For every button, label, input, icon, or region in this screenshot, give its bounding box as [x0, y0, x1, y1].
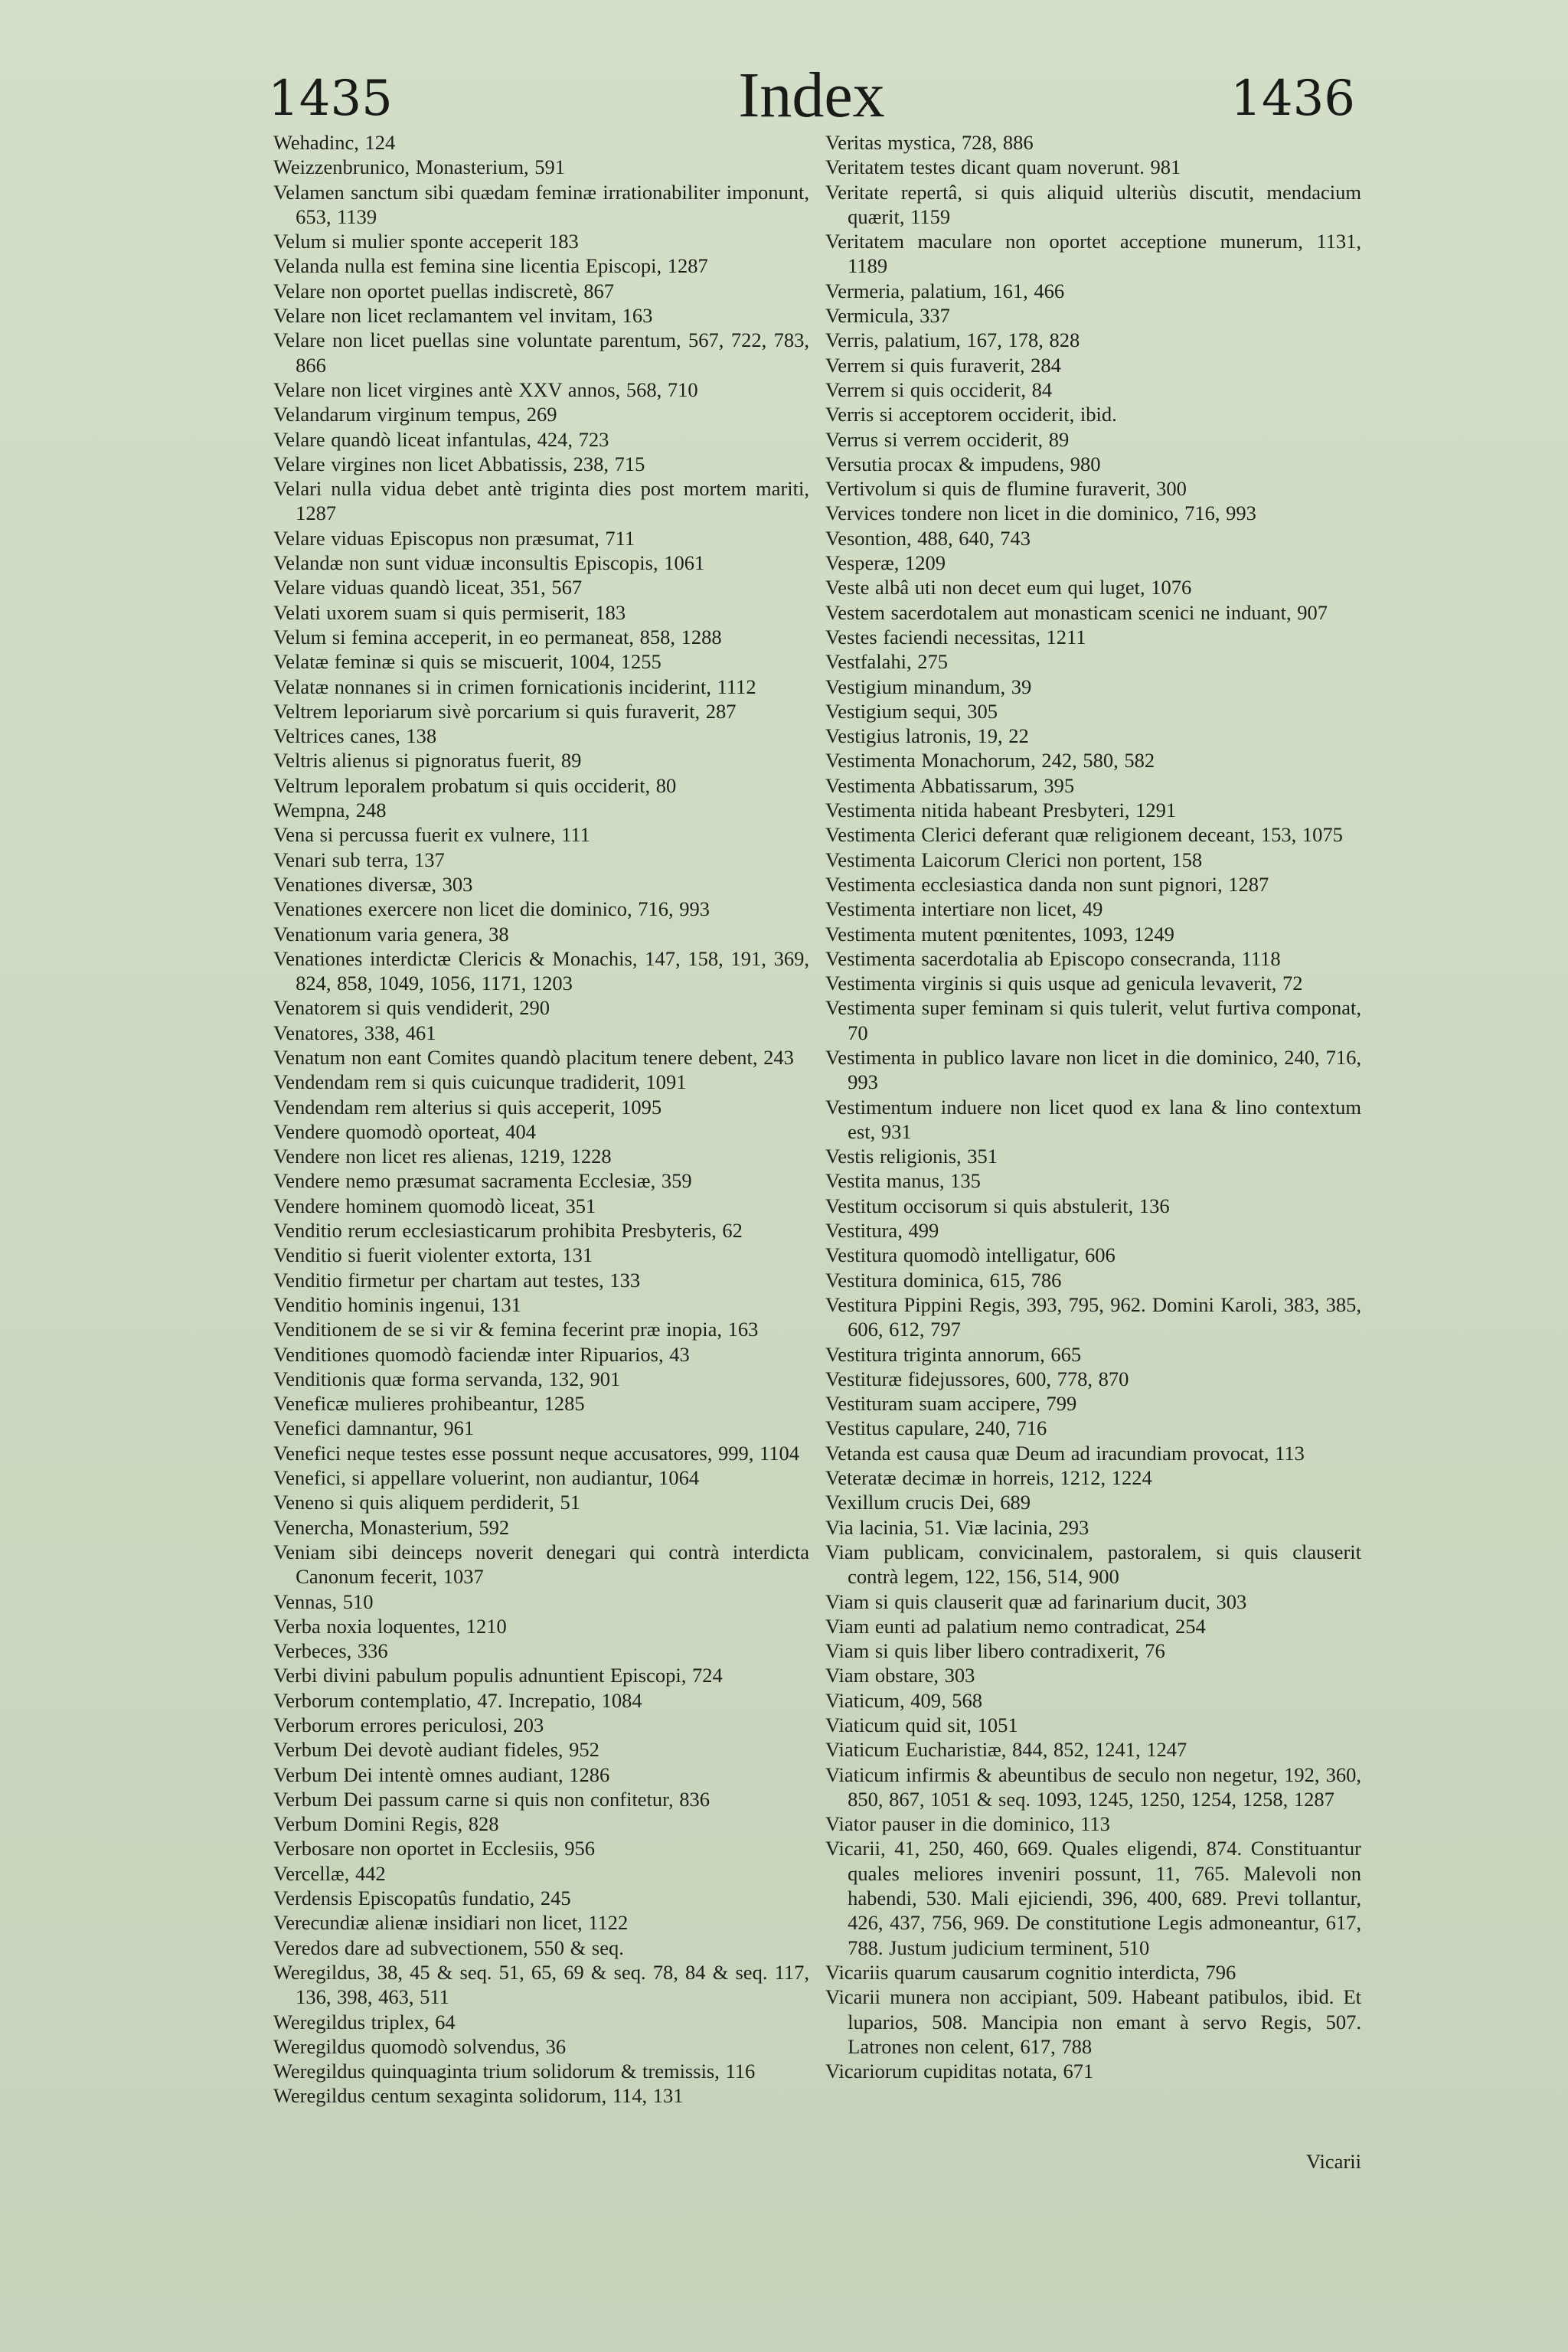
index-entry: Weregildus quomodò solvendus, 36 — [273, 2034, 567, 2058]
left-page-number: 1435 — [268, 70, 393, 127]
index-entry: Venationes interdictæ Clericis & Monachis, 147, 158, 191, 369, 824, 858, 1049, 1056, 1171, 1203 — [273, 946, 809, 995]
index-entry: Velare non licet virgines antè XXV annos, 568, 710 — [273, 377, 698, 401]
index-entry: Velum si mulier sponte acceperit 183 — [273, 230, 579, 253]
index-entry: Velum si femina acceperit, in eo permaneat, 858, 1288 — [273, 625, 722, 648]
index-entry: Vestituræ fidejussores, 600, 778, 870 — [825, 1367, 1129, 1390]
index-entry: Vestimenta ecclesiastica danda non sunt pignori, 1287 — [825, 872, 1269, 896]
index-entry: Velare non licet puellas sine voluntate parentum, 567, 722, 783, 866 — [273, 328, 809, 377]
index-entry: Verrus si verrem occiderit, 89 — [825, 427, 1070, 451]
index-entry: Veritatem testes dicant quam noverunt. 981 — [825, 155, 1181, 179]
index-entry: Viam si quis clauserit quæ ad farinarium ducit, 303 — [825, 1589, 1247, 1613]
index-entry: Vermicula, 337 — [825, 304, 950, 328]
index-entry: Viam publicam, convicinalem, pastoralem, si quis clauserit contrà legem, 122, 156, 514, 900 — [825, 1540, 1361, 1589]
index-entry: Vestimenta Monachorum, 242, 580, 582 — [825, 749, 1155, 773]
index-entry: Velare non oportet puellas indiscretè, 867 — [273, 279, 615, 302]
index-entry: Velanda nulla est femina sine licentia Episcopi, 1287 — [273, 254, 708, 278]
index-entry: Verris, palatium, 167, 178, 828 — [825, 328, 1080, 352]
index-entry: Verbosare non oportet in Ecclesiis, 956 — [273, 1837, 596, 1860]
index-entry: Venditio hominis ingenui, 131 — [273, 1292, 521, 1316]
index-entry: Verba noxia loquentes, 1210 — [273, 1614, 507, 1638]
index-entry: Vestimenta Abbatissarum, 395 — [825, 773, 1075, 797]
index-entry: Vestitum occisorum si quis abstulerit, 136 — [825, 1194, 1170, 1217]
index-entry: Vestitura triginta annorum, 665 — [825, 1342, 1082, 1366]
index-entry: Veritas mystica, 728, 886 — [825, 131, 1034, 154]
index-entry: Velatæ nonnanes si in crimen fornicationis inciderint, 1112 — [273, 675, 756, 698]
index-entry: Velandæ non sunt viduæ inconsultis Episcopis, 1061 — [273, 551, 705, 575]
index-entry: Vestimenta super feminam si quis tulerit, velut furtiva componat, 70 — [825, 996, 1361, 1044]
index-entry: Verris si acceptorem occiderit, ibid. — [825, 403, 1117, 426]
index-entry: Versutia procax & impudens, 980 — [825, 452, 1101, 475]
index-entry: Venditio rerum ecclesiasticarum prohibita Presbyteris, 62 — [273, 1219, 743, 1243]
index-entry: Velare virgines non licet Abbatissis, 238, 715 — [273, 452, 645, 475]
index-entry: Venatum non eant Comites quandò placitum tenere debent, 243 — [273, 1045, 794, 1069]
index-entry: Velare non licet reclamantem vel invitam, 163 — [273, 304, 653, 328]
index-entry: Velare quandò liceat infantulas, 424, 723 — [273, 427, 609, 451]
index-entry: Vexillum crucis Dei, 689 — [825, 1491, 1031, 1514]
index-entry: Vesperæ, 1209 — [825, 551, 946, 575]
index-entry: Verecundiæ alienæ insidiari non licet, 1122 — [273, 1911, 629, 1935]
index-entry: Velamen sanctum sibi quædam feminæ irrationabiliter imponunt, 653, 1139 — [273, 180, 809, 228]
index-entry: Vestigium sequi, 305 — [825, 699, 998, 723]
index-entry: Vestimenta in publico lavare non licet in die dominico, 240, 716, 993 — [825, 1045, 1361, 1094]
index-entry: Veritatem maculare non oportet acceptione munerum, 1131, 1189 — [825, 230, 1361, 278]
index-entry: Venditio si fuerit violenter extorta, 131 — [273, 1243, 593, 1267]
index-entry: Vertivolum si quis de flumine furaverit, 300 — [825, 477, 1187, 501]
index-column-left — [273, 130, 809, 2109]
index-entry: Venefici, si appellare voluerint, non audiantur, 1064 — [273, 1466, 700, 1490]
index-entry: Viam si quis liber libero contradixerit, 76 — [825, 1639, 1165, 1663]
index-entry: Verborum errores periculosi, 203 — [273, 1713, 544, 1736]
index-entry: Verrem si quis furaverit, 284 — [825, 353, 1061, 377]
index-entry: Veteratæ decimæ in horreis, 1212, 1224 — [825, 1466, 1152, 1490]
index-entry: Vestigius latronis, 19, 22 — [825, 724, 1029, 748]
index-entry: Vestitura Pippini Regis, 393, 795, 962. Domini Karoli, 383, 385, 606, 612, 797 — [825, 1292, 1361, 1341]
index-entry: Velare viduas quandò liceat, 351, 567 — [273, 576, 583, 599]
index-entry: Verbum Dei intentè omnes audiant, 1286 — [273, 1762, 610, 1786]
index-entry: Viaticum Eucharistiæ, 844, 852, 1241, 1247 — [825, 1738, 1187, 1762]
index-entry: Vestimenta mutent pœnitentes, 1093, 1249 — [825, 922, 1174, 946]
index-entry: Veltrum leporalem probatum si quis occiderit, 80 — [273, 773, 677, 797]
index-entry: Veneficæ mulieres prohibeantur, 1285 — [273, 1392, 585, 1416]
index-entry: Venari sub terra, 137 — [273, 848, 445, 871]
index-entry: Vena si percussa fuerit ex vulnere, 111 — [273, 823, 590, 847]
index-entry: Vesontion, 488, 640, 743 — [825, 526, 1031, 550]
index-entry: Verrem si quis occiderit, 84 — [825, 377, 1053, 401]
index-entry: Vestes faciendi necessitas, 1211 — [825, 625, 1086, 648]
index-entry: Viam eunti ad palatium nemo contradicat, 254 — [825, 1614, 1206, 1638]
index-entry: Weregildus quinquaginta trium solidorum & tremissis, 116 — [273, 2060, 756, 2083]
index-entry: Vestimentum induere non licet quod ex lana & lino contextum est, 931 — [825, 1095, 1361, 1143]
index-entry: Verbum Dei passum carne si quis non confitetur, 836 — [273, 1787, 710, 1811]
right-page-number: 1436 — [1230, 70, 1355, 127]
index-entry: Vestimenta intertiare non licet, 49 — [825, 897, 1103, 921]
index-entry: Venercha, Monasterium, 592 — [273, 1515, 510, 1539]
index-entry: Venditionem de se si vir & femina fecerint præ inopia, 163 — [273, 1318, 759, 1341]
index-entry: Venditionis quæ forma servanda, 132, 901 — [273, 1367, 621, 1390]
index-entry: Venditiones quomodò faciendæ inter Ripuarios, 43 — [273, 1342, 690, 1366]
index-entry: Viator pauser in die dominico, 113 — [825, 1812, 1110, 1836]
index-entry: Vicariis quarum causarum cognitio interdicta, 796 — [825, 1960, 1236, 1984]
index-entry: Weregildus triplex, 64 — [273, 2010, 456, 2034]
index-entry: Venefici neque testes esse possunt neque accusatores, 999, 1104 — [273, 1441, 799, 1465]
index-entry: Weizzenbrunico, Monasterium, 591 — [273, 155, 566, 179]
index-entry: Vendere non licet res alienas, 1219, 1228 — [273, 1145, 612, 1168]
index-entry: Vestita manus, 135 — [825, 1169, 981, 1193]
index-entry: Vestem sacerdotalem aut monasticam scenici ne induant, 907 — [825, 600, 1328, 624]
index-entry: Veniam sibi deinceps noverit denegari qui contrà interdicta Canonum fecerit, 1037 — [273, 1540, 809, 1589]
index-entry: Vestimenta nitida habeant Presbyteri, 1291 — [825, 799, 1177, 822]
index-entry: Vicarii munera non accipiant, 509. Habeant patibulos, ibid. Et luparios, 508. Mancipia non emant à servo Regis, 507. Latrones non celent, 617, 788 — [825, 1985, 1361, 2058]
index-entry: Verbeces, 336 — [273, 1639, 388, 1663]
index-entry: Venatores, 338, 461 — [273, 1021, 436, 1044]
index-entry: Verbi divini pabulum populis adnuntient Episcopi, 724 — [273, 1664, 723, 1687]
index-entry: Vermeria, palatium, 161, 466 — [825, 279, 1065, 302]
index-entry: Vestitura quomodò intelligatur, 606 — [825, 1243, 1116, 1267]
index-entry: Vestis religionis, 351 — [825, 1145, 998, 1168]
index-entry: Viam obstare, 303 — [825, 1664, 975, 1687]
index-entry: Venationes exercere non licet die dominico, 716, 993 — [273, 897, 710, 921]
index-entry: Velandarum virginum tempus, 269 — [273, 403, 557, 426]
index-entry: Vestitura, 499 — [825, 1219, 939, 1243]
index-entry: Viaticum infirmis & abeuntibus de seculo non negetur, 192, 360, 850, 867, 1051 & seq. 1093, 1245, 1250, 1254, 1258, 1287 — [825, 1762, 1361, 1811]
index-entry: Vestigium minandum, 39 — [825, 675, 1032, 698]
index-entry: Wempna, 248 — [273, 799, 387, 822]
index-entry: Vendere hominem quomodò liceat, 351 — [273, 1194, 596, 1217]
index-entry: Vicariorum cupiditas notata, 671 — [825, 2060, 1094, 2083]
index-entry: Vercellæ, 442 — [273, 1861, 386, 1885]
index-entry: Vestituram suam accipere, 799 — [825, 1392, 1077, 1416]
index-entry: Velati uxorem suam si quis permiserit, 183 — [273, 600, 626, 624]
index-entry: Vetanda est causa quæ Deum ad iracundiam provocat, 113 — [825, 1441, 1305, 1465]
index-entry: Velari nulla vidua debet antè triginta dies post mortem mariti, 1287 — [273, 477, 809, 525]
index-entry: Verdensis Episcopatûs fundatio, 245 — [273, 1886, 571, 1910]
index-entry: Verbum Domini Regis, 828 — [273, 1812, 499, 1836]
page-title: Index — [738, 60, 885, 131]
index-entry: Vestfalahi, 275 — [825, 650, 948, 674]
index-entry: Weregildus centum sexaginta solidorum, 114, 131 — [273, 2084, 684, 2108]
index-entry: Verbum Dei devotè audiant fideles, 952 — [273, 1738, 599, 1762]
index-entry: Vestimenta virginis si quis usque ad genicula levaverit, 72 — [825, 972, 1303, 995]
index-column-right — [825, 130, 1361, 2083]
index-entry: Venationum varia genera, 38 — [273, 922, 509, 946]
index-entry: Veredos dare ad subvectionem, 550 & seq. — [273, 1936, 624, 1959]
index-entry: Veltrem leporiarum sivè porcarium si quis furaverit, 287 — [273, 699, 737, 723]
index-entry: Veltris alienus si pignoratus fuerit, 89 — [273, 749, 582, 773]
index-entry: Vendendam rem si quis cuicunque tradiderit, 1091 — [273, 1070, 687, 1094]
index-entry: Viaticum, 409, 568 — [825, 1688, 983, 1712]
index-entry: Velare viduas Episcopus non præsumat, 711 — [273, 526, 635, 550]
index-entry: Veneno si quis aliquem perdiderit, 51 — [273, 1491, 580, 1514]
index-entry: Venatorem si quis vendiderit, 290 — [273, 996, 550, 1020]
index-entry: Veste albâ uti non decet eum qui luget, 1076 — [825, 576, 1192, 599]
index-entry: Verborum contemplatio, 47. Increpatio, 1084 — [273, 1688, 642, 1712]
index-entry: Vestitura dominica, 615, 786 — [825, 1268, 1062, 1292]
index-entry: Vendere nemo præsumat sacramenta Ecclesiæ, 359 — [273, 1169, 692, 1193]
index-entry: Via lacinia, 51. Viæ lacinia, 293 — [825, 1515, 1089, 1539]
index-entry: Vestimenta sacerdotalia ab Episcopo consecranda, 1118 — [825, 946, 1281, 970]
running-header — [268, 54, 1355, 138]
catchword: Vicarii — [1306, 2150, 1361, 2173]
index-entry: Velatæ feminæ si quis se miscuerit, 1004, 1255 — [273, 650, 662, 674]
index-entry: Vestimenta Clerici deferant quæ religionem deceant, 153, 1075 — [825, 823, 1343, 847]
index-entry: Venditio firmetur per chartam aut testes, 133 — [273, 1268, 641, 1292]
index-entry: Veritate repertâ, si quis aliquid ulteriùs discutit, mendacium quærit, 1159 — [825, 180, 1361, 228]
index-entry: Vervices tondere non licet in die dominico, 716, 993 — [825, 501, 1256, 525]
index-entry: Wehadinc, 124 — [273, 131, 396, 154]
index-entry: Viaticum quid sit, 1051 — [825, 1713, 1018, 1736]
index-entry: Vestimenta Laicorum Clerici non portent, 158 — [825, 848, 1203, 871]
index-entry: Vestitus capulare, 240, 716 — [825, 1416, 1047, 1440]
index-entry: Venationes diversæ, 303 — [273, 872, 473, 896]
index-entry: Vennas, 510 — [273, 1589, 374, 1613]
index-entry: Vendendam rem alterius si quis acceperit, 1095 — [273, 1095, 662, 1119]
index-entry: Vicarii, 41, 250, 460, 669. Quales eligendi, 874. Constituantur quales meliores inveniri possunt, 11, 765. Malevoli non habendi, 530. Mali ejiciendi, 396, 400, 689. Previ tollantur, 426, 437, 756, 969. De constitutione Legis admoneantur, 617, 788. Justum judicium terminent, 510 — [825, 1837, 1361, 1959]
index-entry: Venefici damnantur, 961 — [273, 1416, 475, 1440]
index-entry: Weregildus, 38, 45 & seq. 51, 65, 69 & seq. 78, 84 & seq. 117, 136, 398, 463, 511 — [273, 1960, 809, 2009]
index-entry: Veltrices canes, 138 — [273, 724, 437, 748]
index-entry: Vendere quomodò oporteat, 404 — [273, 1119, 536, 1143]
